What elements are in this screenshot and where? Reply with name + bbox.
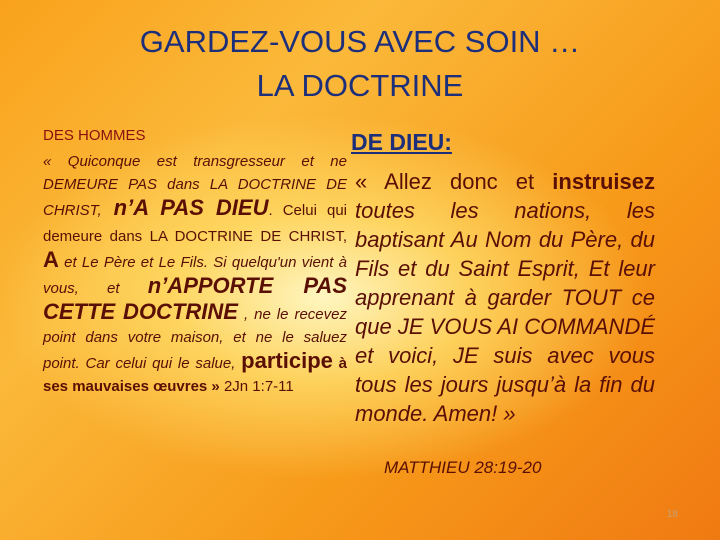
- left-text-4: A: [43, 247, 59, 272]
- left-text-1: « Quiconque est transgresseur et ne DEMEURE PAS dans LA DOCTRINE DE CHRIST,: [43, 153, 347, 219]
- left-text-7: , ne le recevez point dans votre maison, et ne le saluez point. Car celui qui le salue,: [43, 306, 347, 372]
- slide-title: [0, 20, 720, 108]
- left-text-6: n’APPORTE PAS CETTE DOCTRINE: [43, 273, 347, 324]
- page-number: 18: [666, 509, 678, 520]
- right-heading: DE DIEU:: [351, 129, 452, 155]
- left-text-5: et Le Père et Le Fils. Si quelqu'un vient à vous, et: [43, 254, 347, 297]
- title-line-1: GARDEZ-VOUS AVEC SOIN …: [139, 24, 581, 59]
- left-reference: 2Jn 1:7-11: [223, 378, 294, 395]
- left-text-8: participe: [241, 348, 333, 373]
- left-text-2: n’A PAS DIEU: [101, 195, 269, 220]
- left-text-3: . Celui qui demeure dans LA DOCTRINE DE CHRIST,: [43, 202, 348, 245]
- title-line-2: LA DOCTRINE: [256, 68, 464, 103]
- right-text-3: toutes les nations, les baptisant Au Nom du Père, du Fils et du Saint Esprit, Et leur apprenant à garder TOUT ce que JE VOUS AI COMMANDÉ et voici, JE suis avec vous tous les jours jusqu’à la fin du monde. Amen! »: [355, 198, 655, 426]
- right-text-1: « Allez donc et: [355, 169, 553, 194]
- left-heading: DES HOMMES: [43, 127, 146, 144]
- right-reference: MATTHIEU 28:19-20: [384, 458, 542, 477]
- right-text-2: instruisez: [552, 169, 655, 194]
- left-quote: [43, 150, 347, 398]
- right-quote: [355, 167, 655, 428]
- left-text-9: à ses mauvaises œuvres »: [43, 355, 348, 395]
